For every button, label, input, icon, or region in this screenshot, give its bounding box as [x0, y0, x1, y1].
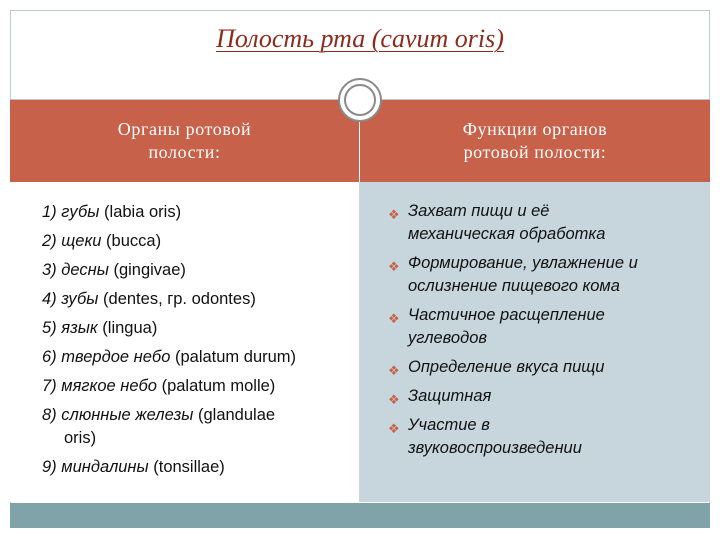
diamond-bullet-icon: ❖ [388, 392, 400, 407]
organs-list [10, 182, 359, 482]
diamond-bullet-icon: ❖ [388, 311, 400, 326]
function-item: ❖ Определение вкуса пищи [388, 356, 710, 379]
organ-item: 8) слюнные железы (glandulae oris) [42, 406, 276, 447]
organ-item: 9) миндалины (tonsillae) [42, 458, 225, 476]
functions-header-line-2: ротовой полости: [463, 142, 607, 162]
organ-item: 7) мягкое небо (palatum molle) [42, 377, 276, 395]
functions-list [360, 182, 710, 460]
function-item: ❖ Захват пищи и её механическая обработка [388, 202, 606, 243]
organ-item: 1) губы (labia oris) [42, 203, 182, 221]
organs-header-line-2: полости: [148, 142, 221, 162]
diamond-bullet-icon: ❖ [388, 363, 400, 378]
organ-item: 3) десны (gingivae) [42, 261, 186, 279]
functions-list-panel [360, 182, 710, 502]
slide-title: Полость рта (cavum oris) [216, 24, 504, 53]
functions-header [360, 100, 710, 182]
diamond-bullet-icon: ❖ [388, 421, 400, 436]
function-item: ❖ Формирование, увлажнение и ослизнение пищевого кома [388, 254, 638, 295]
diamond-bullet-icon: ❖ [388, 207, 400, 222]
function-item: ❖ Частичное расщепление углеводов [388, 306, 605, 347]
organ-item: 2) щеки (bucca) [42, 232, 162, 250]
ring-ornament-icon [338, 78, 382, 122]
function-item: ❖ Защитная [388, 385, 710, 408]
functions-header-line-1: Функции органов [462, 119, 608, 139]
organs-header [10, 100, 360, 182]
organs-header-line-1: Органы ротовой [117, 119, 252, 139]
footer-bar [10, 503, 710, 528]
organ-item: 6) твердое небо (palatum durum) [42, 348, 297, 366]
function-item: ❖ Участие в звуковоспроизведении [388, 416, 582, 457]
organs-list-panel [10, 182, 360, 502]
organ-item: 4) зубы (dentes, гр. odontes) [42, 290, 256, 308]
organ-item: 5) язык (lingua) [42, 319, 158, 337]
diamond-bullet-icon: ❖ [388, 259, 400, 274]
